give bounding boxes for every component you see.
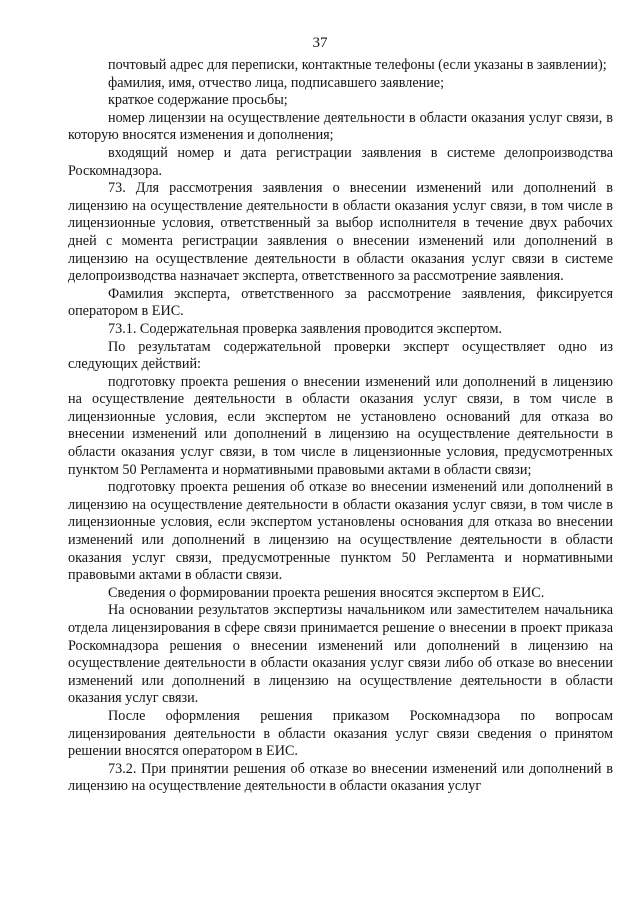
paragraph: После оформления решения приказом Роскомнадзора по вопросам лицензирования деятельности в области оказания услуг связи сведения о принятом решении вносятся оператором в ЕИС.	[68, 707, 613, 760]
paragraph: 73. Для рассмотрения заявления о внесении изменений или дополнений в лицензию на осуществление деятельности в области оказания услуг связи, в том числе в лицензионные условия, ответственный за выбор исполнителя в течение двух рабочих дней с момента регистрации заявления о внесении изменений или дополнений в лицензию на осуществление деятельности в области оказания услуг связи в системе делопроизводства назначает эксперта, ответственного за рассмотрение заявления.	[68, 180, 613, 285]
paragraph: Сведения о формировании проекта решения вносятся экспертом в ЕИС.	[108, 584, 545, 601]
paragraph: По результатам содержательной проверки эксперт осуществляет одно из следующих действий:	[68, 338, 613, 373]
paragraph: На основании результатов экспертизы начальником или заместителем начальника отдела лицензирования в сфере связи принимается решение о внесении в проект приказа Роскомнадзора решения о внесении изменений или дополнений в лицензию на осуществление деятельности в области оказания услуг связи либо об отказе во внесении изменений или дополнений в лицензию на осуществление деятельности в области оказания услуг связи.	[68, 602, 613, 707]
page-number: 37	[312, 35, 328, 51]
paragraph: подготовку проекта решения о внесении изменений или дополнений в лицензию на осуществление деятельности в области оказания услуг связи, в том числе в лицензионные условия, если экспертом не установлено оснований для отказа во внесении изменений или дополнений в лицензию на осуществление деятельности в области оказания услуг связи, в том числе в лицензионные условия, предусмотренных пунктом 50 Регламента и нормативными правовыми актами в области связи;	[68, 373, 613, 478]
page-body	[68, 57, 613, 796]
paragraph: номер лицензии на осуществление деятельности в области оказания услуг связи, в которую вносятся изменения и дополнения;	[68, 109, 613, 144]
paragraph: фамилия, имя, отчество лица, подписавшего заявление;	[108, 74, 445, 91]
paragraph: почтовый адрес для переписки, контактные телефоны (если указаны в заявлении);	[108, 57, 607, 73]
paragraph: краткое содержание просьбы;	[108, 92, 288, 109]
paragraph: 73.1. Содержательная проверка заявления проводится экспертом.	[108, 320, 503, 337]
paragraph: подготовку проекта решения об отказе во внесении изменений или дополнений в лицензию на осуществление деятельности в области оказания услуг связи, в том числе в лицензионные условия, если экспертом установлены основания для отказа во внесении изменений или дополнений в лицензию на осуществление деятельности в области оказания услуг связи, предусмотренные пунктом 50 Регламента и нормативными правовыми актами в области связи.	[68, 479, 613, 584]
paragraph: входящий номер и дата регистрации заявления в системе делопроизводства Роскомнадзора.	[68, 144, 613, 179]
paragraph: 73.2. При принятии решения об отказе во внесении изменений или дополнений в лицензию на осуществление деятельности в области оказания услуг	[68, 760, 613, 795]
paragraph: Фамилия эксперта, ответственного за рассмотрение заявления, фиксируется оператором в ЕИС.	[68, 285, 613, 320]
